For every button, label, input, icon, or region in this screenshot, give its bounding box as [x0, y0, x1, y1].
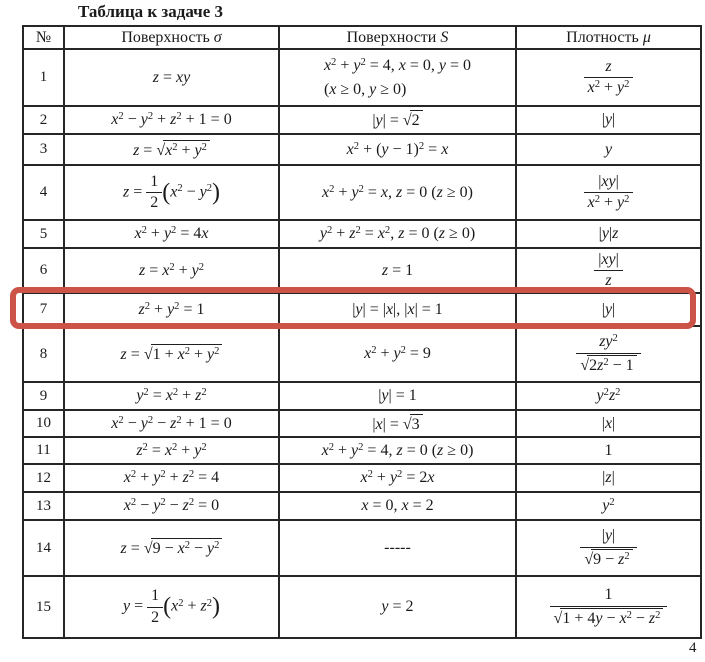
row-number: 14	[23, 520, 64, 576]
table-row	[23, 382, 701, 410]
surface-s-cell: |y| = √2	[279, 106, 516, 134]
table-row	[23, 410, 701, 437]
header-density-mu: Плотность μ	[516, 26, 701, 49]
table-row	[23, 520, 701, 576]
density-mu-cell: |y|	[516, 106, 701, 134]
surface-sigma-cell: $x^2 - y^2 + z^2 + 1 = 0$	[64, 106, 279, 134]
row-number: 2	[23, 106, 64, 134]
density-mu-cell: y	[516, 134, 701, 165]
surface-sigma-cell: $z^2 + y^2 = 1$	[64, 293, 279, 326]
row-number: 9	[23, 382, 64, 410]
density-mu-cell: $\frac{|xy|}{x^2 + y^2}$	[516, 165, 701, 220]
density-mu-cell: |z|	[516, 464, 701, 492]
surface-sigma-cell: z = $\frac{1}{2}$ $(x^2 - y^2)$	[64, 165, 279, 220]
row-number: 1	[23, 49, 64, 106]
density-mu-cell: $\frac{|xy|}{z}$	[516, 248, 701, 293]
surface-s-cell: |y| = 1	[279, 382, 516, 410]
density-mu-cell: |x|	[516, 410, 701, 437]
page-number: 4	[689, 640, 697, 656]
table-row	[23, 492, 701, 520]
row-number: 10	[23, 410, 64, 437]
row-number: 5	[23, 220, 64, 248]
surface-sigma-cell: $z = √1 + x^2 + y^2$	[64, 326, 279, 382]
surface-sigma-cell: $x^2 + y^2 + z^2 = 4$	[64, 464, 279, 492]
header-num: №	[23, 26, 64, 49]
row-number: 15	[23, 576, 64, 638]
density-mu-cell: $\frac{|y|}{√9 - z^2}$	[516, 520, 701, 576]
density-mu-cell: $y^2$	[516, 492, 701, 520]
row-number: 13	[23, 492, 64, 520]
table-row	[23, 134, 701, 165]
table-row	[23, 248, 701, 293]
table-row	[23, 165, 701, 220]
row-number: 6	[23, 248, 64, 293]
surface-s-cell: $x^2 + y^2 = 4$, x = 0, y = 0 (x ≥ 0, y ≥ 0)	[279, 49, 516, 106]
density-mu-cell: $\frac{zy^2}{√2z^2 - 1}$	[516, 326, 701, 382]
surface-s-cell: $x^2 + y^2 = 2x$	[279, 464, 516, 492]
surface-sigma-cell: $z^2 = x^2 + y^2$	[64, 437, 279, 464]
table-header-row	[23, 26, 701, 49]
surface-sigma-cell: $z = √9 - x^2 - y^2$	[64, 520, 279, 576]
row-number: 12	[23, 464, 64, 492]
row-number: 4	[23, 165, 64, 220]
density-mu-cell: 1	[516, 437, 701, 464]
surface-s-cell: $x^2 + y^2 = x$, z = 0 (z ≥ 0)	[279, 165, 516, 220]
row-number: 3	[23, 134, 64, 165]
surface-sigma-cell: $z = x^2 + y^2$	[64, 248, 279, 293]
surface-sigma-cell: z = xy	[64, 49, 279, 106]
row-number: 8	[23, 326, 64, 382]
surface-sigma-cell: $x^2 - y^2 - z^2 = 0$	[64, 492, 279, 520]
table-row	[23, 220, 701, 248]
table-row	[23, 49, 701, 106]
table-row-highlighted	[23, 293, 701, 326]
surface-s-cell: $y^2 + z^2 = x^2$, z = 0 (z ≥ 0)	[279, 220, 516, 248]
surface-s-cell: $x^2 + y^2 = 4$, z = 0 (z ≥ 0)	[279, 437, 516, 464]
surface-sigma-cell: $z = √x^2 + y^2$	[64, 134, 279, 165]
surface-s-cell: -----	[279, 520, 516, 576]
density-mu-cell: $y^2z^2$	[516, 382, 701, 410]
page-title: Таблица к задаче 3	[78, 2, 224, 21]
table-row	[23, 437, 701, 464]
table-row	[23, 576, 701, 638]
header-surfaces-s: Поверхности S	[279, 26, 516, 49]
surface-s-cell: x = 0, x = 2	[279, 492, 516, 520]
surface-sigma-cell: $x^2 - y^2 - z^2 + 1 = 0$	[64, 410, 279, 437]
surface-s-cell: |y| = |x|, |x| = 1	[279, 293, 516, 326]
header-surface-sigma: Поверхность σ	[64, 26, 279, 49]
row-number: 11	[23, 437, 64, 464]
table-row	[23, 326, 701, 382]
surface-sigma-cell: y = $\frac{1}{2}$ $(x^2 + z^2)$	[64, 576, 279, 638]
surface-s-cell: z = 1	[279, 248, 516, 293]
density-mu-cell: |y|z	[516, 220, 701, 248]
surface-s-cell: |x| = √3	[279, 410, 516, 437]
table-row	[23, 106, 701, 134]
surface-s-cell: $x^2 + (y - 1)^2 = x$	[279, 134, 516, 165]
surface-s-cell: y = 2	[279, 576, 516, 638]
table-row	[23, 464, 701, 492]
density-mu-cell: $\frac{z}{x^2 + y^2}$	[516, 49, 701, 106]
row-number: 7	[23, 293, 64, 326]
density-mu-cell: $\frac{1}{√1 + 4y - x^2 - z^2}$	[516, 576, 701, 638]
surface-s-cell: $x^2 + y^2 = 9$	[279, 326, 516, 382]
problems-table	[22, 25, 702, 639]
surface-sigma-cell: $x^2 + y^2 = 4x$	[64, 220, 279, 248]
density-mu-cell: |y|	[516, 293, 701, 326]
surface-sigma-cell: $y^2 = x^2 + z^2$	[64, 382, 279, 410]
